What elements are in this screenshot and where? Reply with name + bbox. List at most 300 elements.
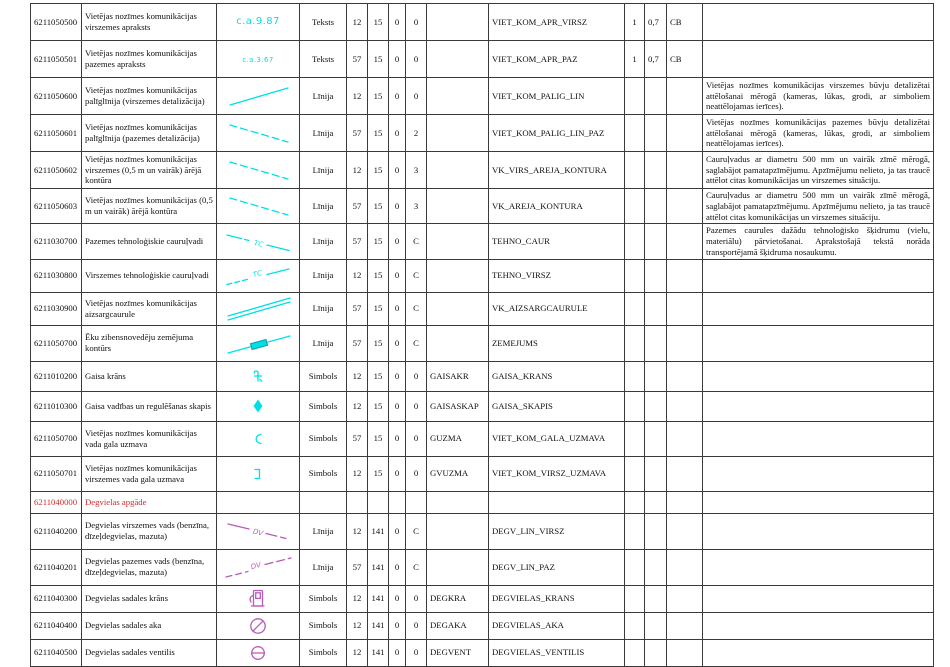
layer-name-cell: DEGVIELAS_VENTILIS: [489, 639, 625, 666]
weight1-cell: [625, 189, 645, 224]
circle-dash-symbol-icon: [246, 641, 270, 665]
weight3-cell: [667, 456, 703, 491]
layer-num-cell: 15: [368, 292, 389, 325]
layer-num-cell: 15: [368, 152, 389, 189]
weight2-cell: [645, 549, 667, 585]
num3-cell: 0: [389, 612, 406, 639]
air-valve-symbol-icon: [248, 366, 268, 386]
num3-cell: 0: [389, 325, 406, 361]
code-cell: 6211030700: [31, 224, 82, 259]
weight1-cell: [625, 259, 645, 292]
code-cell: 6211050600: [31, 78, 82, 115]
num3-cell: 0: [389, 391, 406, 421]
layer-num-cell: 141: [368, 639, 389, 666]
line-ground-up-icon: [220, 328, 298, 358]
code-cell: 6211040400: [31, 612, 82, 639]
color-num-cell: 57: [347, 421, 368, 456]
type-cell: Simbols: [300, 585, 347, 612]
type-cell: Simbols: [300, 456, 347, 491]
color-num-cell: 57: [347, 325, 368, 361]
description-cell: Vietējas nozīmes komunikācijas palīglīnija (virszemes detalizācija): [82, 78, 217, 115]
weight2-cell: [645, 189, 667, 224]
description-cell: Gaisa vadības un regulēšanas skapis: [82, 391, 217, 421]
code-cell: 6211050700: [31, 421, 82, 456]
layer-name-cell: VIET_KOM_APR_PAZ: [489, 41, 625, 78]
linetype-cell: 0: [406, 391, 427, 421]
notes-cell: [703, 292, 934, 325]
description-cell: Virszemes tehnoloģiskie cauruļvadi: [82, 259, 217, 292]
table-row: [31, 391, 934, 421]
code-cell: 6211050500: [31, 4, 82, 41]
table-row: [31, 152, 934, 189]
linetype-cell: 0: [406, 361, 427, 391]
code-cell: 6211010300: [31, 391, 82, 421]
weight1-cell: [625, 612, 645, 639]
layer-num-cell: 141: [368, 549, 389, 585]
type-cell: Teksts: [300, 41, 347, 78]
weight1-cell: 1: [625, 41, 645, 78]
layer-num-cell: 15: [368, 78, 389, 115]
notes-cell: Vietējas nozīmes komunikācijas pazemes būvju detalizētai attēlošanai mērogā (kameras, lūkas, grodi, ar simboliem neattēlojamas ierīces).: [703, 115, 934, 152]
table-row: [31, 4, 934, 41]
layer-name-cell: DEGV_LIN_VIRSZ: [489, 513, 625, 549]
type-cell: Teksts: [300, 4, 347, 41]
line-solid-up-icon: [220, 81, 298, 111]
linetype-cell: [406, 491, 427, 513]
weight2-cell: [645, 612, 667, 639]
type-cell: Līnija: [300, 189, 347, 224]
document-page: [0, 3, 950, 658]
color-num-cell: 57: [347, 292, 368, 325]
weight3-cell: [667, 549, 703, 585]
weight3-cell: CB: [667, 41, 703, 78]
layer-num-cell: 15: [368, 224, 389, 259]
code-cell: 6211040201: [31, 549, 82, 585]
svg-text:TC: TC: [253, 238, 264, 249]
type-cell: Līnija: [300, 259, 347, 292]
description-cell: Vietējas nozīmes komunikācijas virszemes vada gala uzmava: [82, 456, 217, 491]
symbol-cell: [217, 4, 300, 41]
symbol-cell: [217, 224, 300, 259]
symbol-cell: [217, 189, 300, 224]
color-num-cell: 12: [347, 259, 368, 292]
symbol-cell: [217, 585, 300, 612]
linetype-cell: 3: [406, 189, 427, 224]
type-cell: Līnija: [300, 152, 347, 189]
notes-cell: [703, 456, 934, 491]
description-cell: Vietējas nozīmes komunikācijas aizsargcaurule: [82, 292, 217, 325]
type-cell: Līnija: [300, 78, 347, 115]
weight1-cell: [625, 549, 645, 585]
linetype-cell: 2: [406, 115, 427, 152]
color-num-cell: 57: [347, 41, 368, 78]
linetype-cell: 0: [406, 612, 427, 639]
weight2-cell: [645, 325, 667, 361]
symbol-cell: [217, 41, 300, 78]
num3-cell: 0: [389, 4, 406, 41]
layer-name-cell: VK_AREJA_KONTURA: [489, 189, 625, 224]
weight2-cell: [645, 456, 667, 491]
svg-text:DV: DV: [252, 527, 264, 538]
symbol-cell: [217, 639, 300, 666]
layer-name-cell: VIET_KOM_APR_VIRSZ: [489, 4, 625, 41]
color-num-cell: 12: [347, 585, 368, 612]
symbol-cell: [217, 292, 300, 325]
weight1-cell: 1: [625, 4, 645, 41]
layer-num-cell: 141: [368, 585, 389, 612]
svg-text:DV: DV: [250, 561, 262, 572]
linetype-cell: 0: [406, 585, 427, 612]
linetype-cell: 0: [406, 421, 427, 456]
type-cell: Simbols: [300, 612, 347, 639]
table-row: [31, 549, 934, 585]
color-num-cell: 12: [347, 612, 368, 639]
weight1-cell: [625, 361, 645, 391]
code-cell: 6211050603: [31, 189, 82, 224]
layer-num-cell: 141: [368, 612, 389, 639]
code-cell: 6211050601: [31, 115, 82, 152]
table-row: [31, 189, 934, 224]
type-cell: Simbols: [300, 421, 347, 456]
weight2-cell: [645, 78, 667, 115]
description-cell: Degvielas virszemes vads (benzīna, dīzeļdegvielas, mazuta): [82, 513, 217, 549]
layer-name-cell: TEHNO_CAUR: [489, 224, 625, 259]
symbol-cell: [217, 259, 300, 292]
color-num-cell: 12: [347, 391, 368, 421]
num3-cell: 0: [389, 549, 406, 585]
notes-cell: [703, 41, 934, 78]
line-dashed-down-icon: [220, 118, 298, 148]
color-num-cell: 57: [347, 224, 368, 259]
symbol-cell: [217, 152, 300, 189]
description-cell: Vietējas nozīmes komunikācijas palīglīnija (pazemes detalizācija): [82, 115, 217, 152]
line-dashed-down-icon: [220, 155, 298, 185]
num3-cell: 0: [389, 421, 406, 456]
notes-cell: [703, 361, 934, 391]
notes-cell: [703, 513, 934, 549]
weight3-cell: [667, 224, 703, 259]
num3-cell: 0: [389, 456, 406, 491]
short-name-cell: [427, 513, 489, 549]
weight2-cell: [645, 639, 667, 666]
notes-cell: [703, 639, 934, 666]
notes-cell: [703, 612, 934, 639]
weight1-cell: [625, 421, 645, 456]
description-cell: Vietējas nozīmes komunikācijas vada gala uzmava: [82, 421, 217, 456]
layer-name-cell: ZEMEJUMS: [489, 325, 625, 361]
description-cell: Degvielas apgāde: [82, 491, 217, 513]
layer-num-cell: 15: [368, 115, 389, 152]
color-num-cell: 12: [347, 152, 368, 189]
short-name-cell: [427, 224, 489, 259]
line-double-up-icon: [220, 294, 298, 324]
weight3-cell: [667, 639, 703, 666]
short-name-cell: [427, 325, 489, 361]
line-dashed-down-icon: [220, 191, 298, 221]
linetype-cell: C: [406, 292, 427, 325]
code-cell: 6211040000: [31, 491, 82, 513]
layer-name-cell: VIET_KOM_VIRSZ_UZMAVA: [489, 456, 625, 491]
line-dv-dashed-up-icon: [220, 552, 298, 582]
table-row: [31, 78, 934, 115]
notes-cell: [703, 259, 934, 292]
notes-cell: [703, 549, 934, 585]
weight3-cell: [667, 292, 703, 325]
description-cell: Degvielas sadales aka: [82, 612, 217, 639]
weight2-cell: [645, 361, 667, 391]
num3-cell: 0: [389, 189, 406, 224]
num3-cell: [389, 491, 406, 513]
weight2-cell: [645, 421, 667, 456]
weight3-cell: [667, 612, 703, 639]
notes-cell: Pazemes caurules dažādu tehnoloģisko šķidrumu (vielu, materiālu) pārvietošanai. Aprakstošajā tekstā norāda transportējamā šķidruma nosaukumu.: [703, 224, 934, 259]
layer-name-cell: VK_AIZSARGCAURULE: [489, 292, 625, 325]
symbol-cell: [217, 456, 300, 491]
weight2-cell: [645, 292, 667, 325]
weight3-cell: [667, 361, 703, 391]
type-cell: Līnija: [300, 513, 347, 549]
layer-name-cell: VIET_KOM_PALIG_LIN_PAZ: [489, 115, 625, 152]
type-cell: Līnija: [300, 325, 347, 361]
symbol-cell: [217, 513, 300, 549]
fuel-pump-symbol-icon: [246, 587, 270, 611]
weight3-cell: [667, 421, 703, 456]
weight2-cell: 0,7: [645, 4, 667, 41]
color-num-cell: 12: [347, 4, 368, 41]
symbol-cell: [217, 78, 300, 115]
description-cell: Ēku zibensnovedēju zemējuma kontūrs: [82, 325, 217, 361]
weight1-cell: [625, 224, 645, 259]
table-body: [31, 4, 934, 667]
layer-num-cell: 141: [368, 513, 389, 549]
type-cell: Līnija: [300, 292, 347, 325]
description-cell: Vietējas nozīmes komunikācijas (0,5 m un vairāk) ārējā kontūra: [82, 189, 217, 224]
weight3-cell: [667, 189, 703, 224]
text-sample-large-icon: c.a.9.87: [236, 15, 280, 27]
weight2-cell: [645, 513, 667, 549]
code-cell: 6211050501: [31, 41, 82, 78]
symbol-cell: [217, 549, 300, 585]
linetype-cell: 0: [406, 41, 427, 78]
weight3-cell: [667, 513, 703, 549]
symbol-cell: [217, 612, 300, 639]
notes-cell: [703, 4, 934, 41]
short-name-cell: [427, 115, 489, 152]
weight2-cell: [645, 585, 667, 612]
color-num-cell: 12: [347, 78, 368, 115]
weight3-cell: CB: [667, 4, 703, 41]
code-cell: 6211050602: [31, 152, 82, 189]
color-num-cell: 12: [347, 639, 368, 666]
description-cell: Vietējas nozīmes komunikācijas virszemes apraksts: [82, 4, 217, 41]
table-row: [31, 421, 934, 456]
weight3-cell: [667, 391, 703, 421]
linetype-cell: C: [406, 325, 427, 361]
layer-num-cell: 15: [368, 456, 389, 491]
notes-cell: [703, 491, 934, 513]
symbol-cell: [217, 491, 300, 513]
short-name-cell: DEGKRA: [427, 585, 489, 612]
bracket-open-symbol-icon: [248, 429, 268, 449]
layer-num-cell: 15: [368, 325, 389, 361]
table-row: [31, 456, 934, 491]
notes-cell: [703, 325, 934, 361]
code-cell: 6211030800: [31, 259, 82, 292]
table-row: [31, 612, 934, 639]
code-cell: 6211010200: [31, 361, 82, 391]
color-num-cell: 12: [347, 513, 368, 549]
code-cell: 6211050700: [31, 325, 82, 361]
table-row: [31, 491, 934, 513]
notes-cell: Cauruļvadus ar diametru 500 mm un vairāk zīmē mērogā, saglabājot pamatapzīmējumu. Apzīmējumu nelieto, ja tas traucē attēlot citas komunikācijas un virszemes situāciju.: [703, 189, 934, 224]
weight1-cell: [625, 292, 645, 325]
weight1-cell: [625, 325, 645, 361]
code-cell: 6211030900: [31, 292, 82, 325]
weight1-cell: [625, 78, 645, 115]
short-name-cell: [427, 549, 489, 585]
layer-num-cell: 15: [368, 361, 389, 391]
num3-cell: 0: [389, 361, 406, 391]
weight2-cell: [645, 224, 667, 259]
short-name-cell: GAISASKAP: [427, 391, 489, 421]
layer-spec-table: [30, 3, 934, 667]
layer-name-cell: DEGV_LIN_PAZ: [489, 549, 625, 585]
line-dv-down-icon: [220, 516, 298, 546]
color-num-cell: 12: [347, 361, 368, 391]
linetype-cell: 0: [406, 78, 427, 115]
short-name-cell: DEGAKA: [427, 612, 489, 639]
table-row: [31, 325, 934, 361]
notes-cell: [703, 585, 934, 612]
weight1-cell: [625, 391, 645, 421]
description-cell: Vietējas nozīmes komunikācijas pazemes apraksts: [82, 41, 217, 78]
layer-num-cell: 15: [368, 41, 389, 78]
layer-num-cell: 15: [368, 421, 389, 456]
num3-cell: 0: [389, 41, 406, 78]
short-name-cell: [427, 292, 489, 325]
linetype-cell: C: [406, 513, 427, 549]
type-cell: Līnija: [300, 224, 347, 259]
weight2-cell: [645, 491, 667, 513]
type-cell: Simbols: [300, 391, 347, 421]
linetype-cell: 0: [406, 639, 427, 666]
code-cell: 6211040500: [31, 639, 82, 666]
layer-name-cell: GAISA_SKAPIS: [489, 391, 625, 421]
table-row: [31, 292, 934, 325]
notes-cell: Cauruļvadus ar diametru 500 mm un vairāk zīmē mērogā, saglabājot pamatapzīmējumu. Apzīmējumu nelieto, ja tas traucē attēlot citas komunikācijas un virszemes situāciju.: [703, 152, 934, 189]
symbol-cell: [217, 325, 300, 361]
layer-name-cell: DEGVIELAS_AKA: [489, 612, 625, 639]
description-cell: Pazemes tehnoloģiskie cauruļvadi: [82, 224, 217, 259]
short-name-cell: [427, 189, 489, 224]
weight3-cell: [667, 115, 703, 152]
symbol-cell: [217, 361, 300, 391]
layer-name-cell: VIET_KOM_PALIG_LIN: [489, 78, 625, 115]
weight3-cell: [667, 585, 703, 612]
color-num-cell: 12: [347, 456, 368, 491]
weight2-cell: [645, 391, 667, 421]
weight1-cell: [625, 491, 645, 513]
layer-name-cell: GAISA_KRANS: [489, 361, 625, 391]
line-tc-up-icon: [220, 261, 298, 291]
table-row: [31, 41, 934, 78]
short-name-cell: GAISAKR: [427, 361, 489, 391]
notes-cell: Vietējas nozīmes komunikācijas virszemes būvju detalizētai attēlošanai mērogā (kameras, lūkas, grodi, ar simboliem neattēlojamas ierīces).: [703, 78, 934, 115]
weight1-cell: [625, 513, 645, 549]
num3-cell: 0: [389, 513, 406, 549]
color-num-cell: [347, 491, 368, 513]
type-cell: [300, 491, 347, 513]
layer-num-cell: 15: [368, 391, 389, 421]
table-row: [31, 224, 934, 259]
table-row: [31, 115, 934, 152]
num3-cell: 0: [389, 639, 406, 666]
code-cell: 6211040300: [31, 585, 82, 612]
short-name-cell: [427, 491, 489, 513]
bracket-close-symbol-icon: [248, 464, 268, 484]
code-cell: 6211040200: [31, 513, 82, 549]
num3-cell: 0: [389, 292, 406, 325]
weight1-cell: [625, 456, 645, 491]
color-num-cell: 57: [347, 115, 368, 152]
num3-cell: 0: [389, 152, 406, 189]
table-row: [31, 513, 934, 549]
layer-num-cell: 15: [368, 259, 389, 292]
line-tc-down-icon: [220, 227, 298, 257]
notes-cell: [703, 421, 934, 456]
description-cell: Vietējas nozīmes komunikācijas virszemes (0,5 m un vairāk) ārējā kontūra: [82, 152, 217, 189]
weight3-cell: [667, 259, 703, 292]
short-name-cell: [427, 78, 489, 115]
diamond-symbol-icon: [248, 396, 268, 416]
weight1-cell: [625, 639, 645, 666]
layer-name-cell: DEGVIELAS_KRANS: [489, 585, 625, 612]
num3-cell: 0: [389, 78, 406, 115]
circle-slash-symbol-icon: [246, 614, 270, 638]
weight3-cell: [667, 152, 703, 189]
symbol-cell: [217, 115, 300, 152]
type-cell: Līnija: [300, 549, 347, 585]
weight1-cell: [625, 115, 645, 152]
table-row: [31, 259, 934, 292]
short-name-cell: [427, 4, 489, 41]
num3-cell: 0: [389, 224, 406, 259]
layer-name-cell: VIET_KOM_GALA_UZMAVA: [489, 421, 625, 456]
num3-cell: 0: [389, 259, 406, 292]
code-cell: 6211050701: [31, 456, 82, 491]
symbol-cell: [217, 421, 300, 456]
color-num-cell: 57: [347, 549, 368, 585]
type-cell: Līnija: [300, 115, 347, 152]
num3-cell: 0: [389, 115, 406, 152]
short-name-cell: [427, 41, 489, 78]
linetype-cell: 0: [406, 4, 427, 41]
notes-cell: [703, 391, 934, 421]
type-cell: Simbols: [300, 361, 347, 391]
table-row: [31, 639, 934, 666]
weight1-cell: [625, 585, 645, 612]
description-cell: Degvielas pazemes vads (benzīna, dīzeļdegvielas, mazuta): [82, 549, 217, 585]
description-cell: Degvielas sadales krāns: [82, 585, 217, 612]
weight2-cell: [645, 115, 667, 152]
short-name-cell: DEGVENT: [427, 639, 489, 666]
num3-cell: 0: [389, 585, 406, 612]
table-row: [31, 361, 934, 391]
linetype-cell: C: [406, 259, 427, 292]
text-sample-small-icon: c.a.3.67: [242, 55, 274, 64]
short-name-cell: GUZMA: [427, 421, 489, 456]
color-num-cell: 57: [347, 189, 368, 224]
